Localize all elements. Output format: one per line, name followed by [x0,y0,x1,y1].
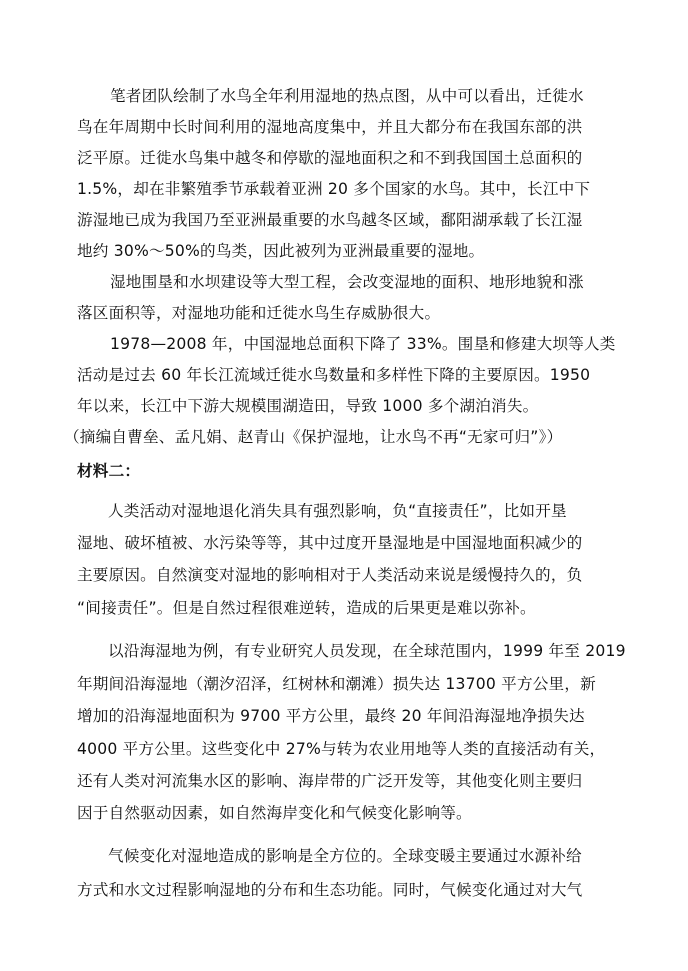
paragraph-5-line-2: 年期间沿海湿地（潮汐沼泽，红树林和潮滩）损失达 13700 平方公里，新 [77,675,596,693]
paragraph-5-line-5: 还有人类对河流集水区的影响、海岸带的广泛开发等，其他变化则主要归 [77,772,583,790]
paragraph-1-line-4: 1.5%，却在非繁殖季节承载着亚洲 20 多个国家的水鸟。其中，长江中下 [77,180,591,198]
paragraph-1-line-5: 游湿地已成为我国乃至亚洲最重要的水鸟越冬区域，鄱阳湖承载了长江湿 [77,211,583,229]
paragraph-1-line-2: 鸟在年周期中长时间利用的湿地高度集中，并且大都分布在我国东部的洪 [77,118,583,136]
paragraph-4-line-1: 人类活动对湿地退化消失具有强烈影响，负“直接责任”，比如开垦 [108,502,567,520]
section-heading-material-two: 材料二： [77,462,141,480]
paragraph-3-line-2: 活动是过去 60 年长江流域迁徙水鸟数量和多样性下降的主要原因。1950 [77,366,591,384]
paragraph-5-line-4: 4000 平方公里。这些变化中 27%与转为农业用地等人类的直接活动有关， [77,740,606,758]
paragraph-6-line-2: 方式和水文过程影响湿地的分布和生态功能。同时，气候变化通过对大气 [77,881,583,899]
paragraph-2-line-2: 落区面积等，对湿地功能和迁徙水鸟生存威胁很大。 [77,304,441,322]
paragraph-5-line-6: 因于自然驱动因素，如自然海岸变化和气候变化影响等。 [77,804,472,822]
paragraph-4-line-4: “间接责任”。但是自然过程很难逆转，造成的后果更是难以弥补。 [77,599,536,617]
paragraph-1-line-6: 地约 30%～50%的鸟类，因此被列为亚洲最重要的湿地。 [77,242,485,260]
paragraph-1-line-1: 笔者团队绘制了水鸟全年利用湿地的热点图，从中可以看出，迁徙水 [110,87,584,105]
paragraph-5-line-3: 增加的沿海湿地面积为 9700 平方公里，最终 20 年间沿海湿地净损失达 [77,707,585,725]
paragraph-6-line-1: 气候变化对湿地造成的影响是全方位的。全球变暖主要通过水源补给 [108,847,582,865]
paragraph-3-line-3: 年以来，长江中下游大规模围湖造田，导致 1000 多个湖泊消失。 [77,397,539,415]
paragraph-4-line-2: 湿地、破坏植被、水污染等等，其中过度开垦湿地是中国湿地面积减少的 [77,534,583,552]
paragraph-5-line-1: 以沿海湿地为例，有专业研究人员发现，在全球范围内，1999 年至 2019 [108,642,626,660]
paragraph-2-line-1: 湿地围垦和水坝建设等大型工程，会改变湿地的面积、地形地貌和涨 [110,273,584,291]
paragraph-3-line-1: 1978—2008 年，中国湿地总面积下降了 33%。围垦和修建大坝等人类 [110,335,616,353]
paragraph-4-line-3: 主要原因。自然演变对湿地的影响相对于人类活动来说是缓慢持久的，负 [77,566,583,584]
paragraph-1-line-3: 泛平原。迁徙水鸟集中越冬和停歇的湿地面积之和不到我国国土总面积的 [77,149,583,167]
source-citation: （摘编自曹垒、孟凡娟、赵青山《保护湿地，让水鸟不再“无家可归”》） [64,428,563,446]
